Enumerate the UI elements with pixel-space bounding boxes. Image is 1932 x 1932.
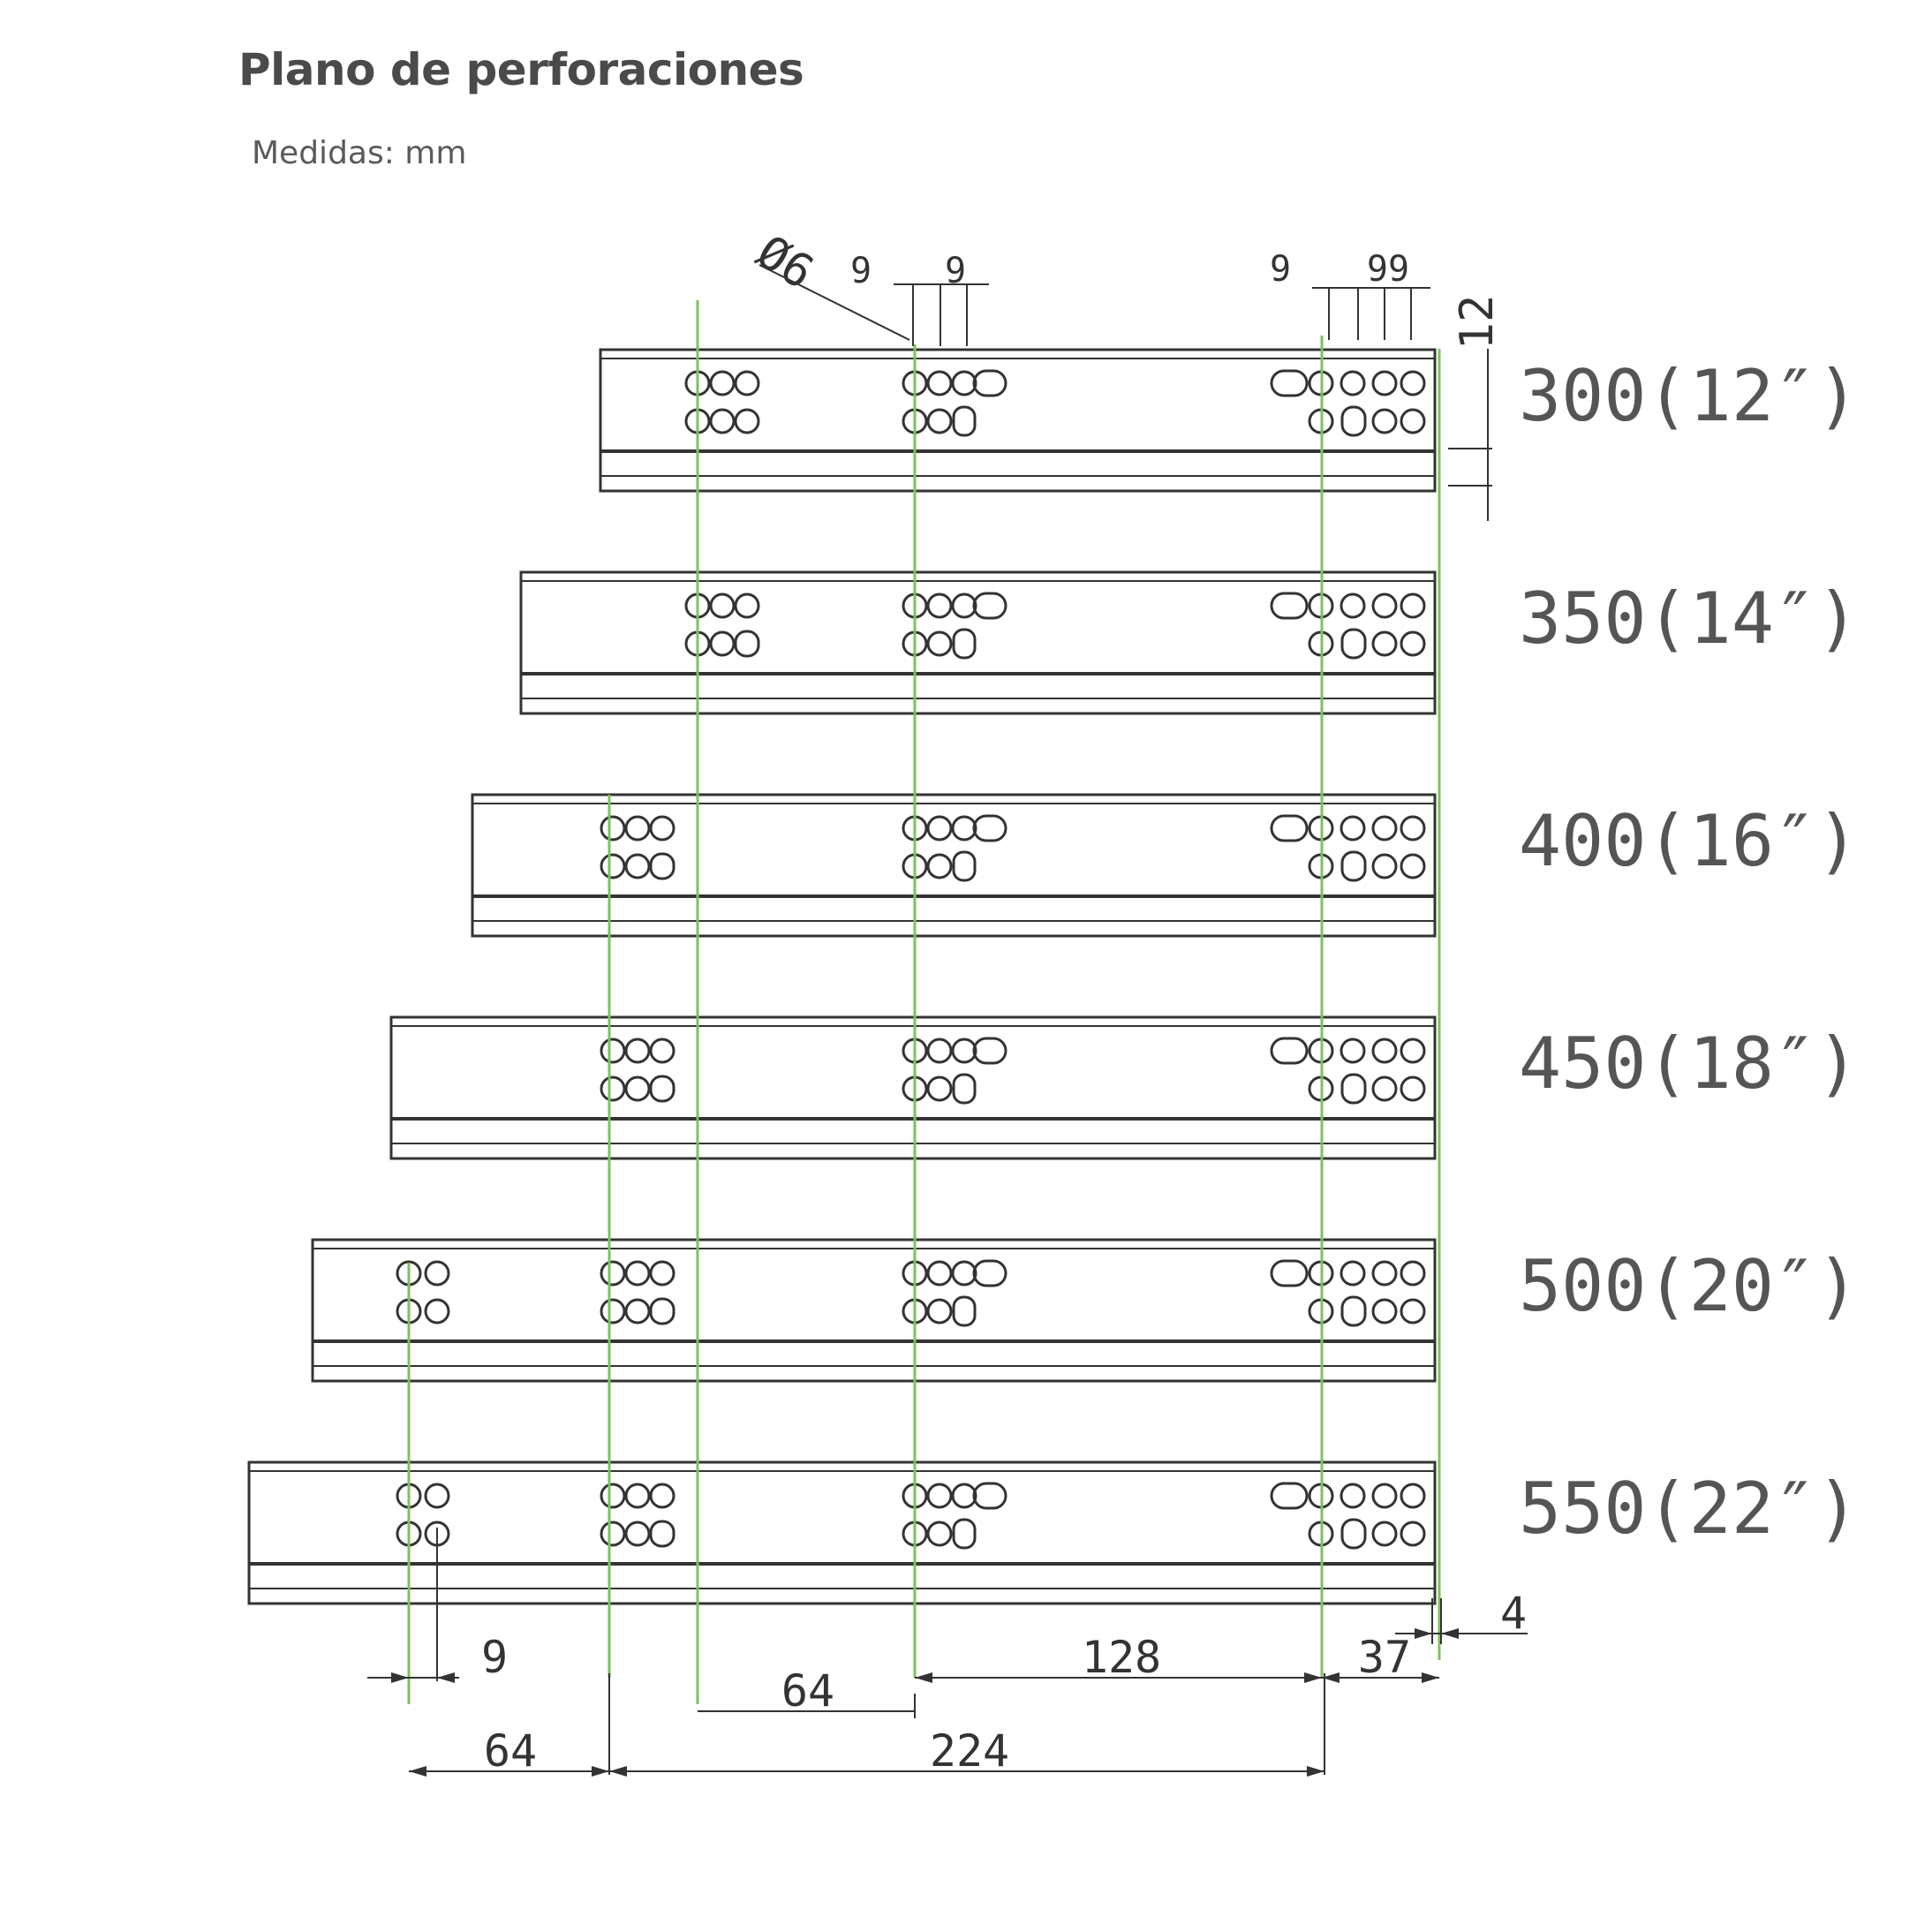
dimension-arrow	[437, 1672, 455, 1683]
rail-500	[313, 1240, 1859, 1381]
top-dim-9b: 9	[944, 251, 967, 291]
hole	[1401, 1262, 1424, 1285]
hole-slot	[954, 1520, 975, 1548]
hole-slot	[736, 631, 758, 656]
hole	[601, 1522, 624, 1545]
hole	[1373, 817, 1396, 840]
hole	[1401, 817, 1424, 840]
hole-slot	[1342, 407, 1365, 435]
dimension-arrow	[391, 1672, 409, 1683]
hole	[736, 410, 758, 433]
hole	[953, 817, 976, 840]
rail-550	[249, 1462, 1859, 1604]
hole	[651, 1262, 674, 1285]
hole	[426, 1300, 449, 1323]
hole	[601, 1077, 624, 1100]
hole	[626, 817, 649, 840]
size-label: 300(12″)	[1519, 355, 1860, 437]
hole	[1401, 855, 1424, 878]
hole	[601, 1484, 624, 1507]
hole-slot	[651, 1299, 674, 1324]
hole	[1373, 1077, 1396, 1100]
dim-224: 224	[929, 1725, 1010, 1777]
hole	[1401, 632, 1424, 655]
hole	[1373, 632, 1396, 655]
hole	[711, 594, 734, 617]
size-label: 450(18″)	[1519, 1023, 1860, 1105]
dim-37: 37	[1357, 1632, 1412, 1683]
hole	[711, 372, 734, 395]
hole	[953, 1484, 976, 1507]
hole	[1401, 594, 1424, 617]
hole	[736, 372, 758, 395]
hole	[1373, 1262, 1396, 1285]
hole	[711, 410, 734, 433]
hole-slot	[1342, 852, 1365, 880]
hole-slot	[1272, 1483, 1307, 1508]
hole	[1373, 410, 1396, 433]
hole-slot	[974, 1261, 1006, 1286]
hole	[928, 632, 951, 655]
dimensions-group	[367, 226, 1528, 1777]
guide-lines	[409, 300, 1439, 1704]
hole	[953, 1039, 976, 1062]
hole	[601, 1300, 624, 1323]
hole	[953, 372, 976, 395]
hole	[601, 817, 624, 840]
hole	[928, 372, 951, 395]
dimension-arrow	[1441, 1628, 1459, 1639]
hole-slot	[1342, 1520, 1365, 1548]
hole	[736, 594, 758, 617]
hole-slot	[974, 1483, 1006, 1508]
rail-450	[391, 1017, 1859, 1158]
dimension-arrow	[1415, 1628, 1432, 1639]
hole	[1401, 1300, 1424, 1323]
hole	[626, 1522, 649, 1545]
top-dim-99: 99	[1366, 249, 1410, 290]
hole	[1341, 817, 1364, 840]
size-label: 500(20″)	[1519, 1245, 1860, 1327]
hole	[1401, 1484, 1424, 1507]
hole-slot	[954, 1297, 975, 1325]
hole	[1373, 855, 1396, 878]
hole-slot	[974, 593, 1006, 618]
hole	[426, 1484, 449, 1507]
hole-slot	[1272, 1261, 1307, 1286]
dimension-arrow	[409, 1766, 426, 1777]
hole	[601, 1262, 624, 1285]
top-dim-9c: 9	[1269, 249, 1292, 290]
units-label: Medidas: mm	[252, 135, 467, 171]
hole	[626, 1300, 649, 1323]
hole	[953, 1262, 976, 1285]
hole	[651, 817, 674, 840]
hole	[1373, 594, 1396, 617]
hole-slot	[1272, 816, 1307, 841]
hole	[601, 1039, 624, 1062]
rail-outline	[313, 1240, 1435, 1381]
hole-slot	[1342, 1297, 1365, 1325]
hole	[626, 855, 649, 878]
hole	[928, 855, 951, 878]
dim-128: 128	[1081, 1632, 1162, 1683]
leader-line	[759, 265, 909, 340]
hole-slot	[974, 371, 1006, 396]
hole	[711, 632, 734, 655]
dimension-arrow	[1307, 1766, 1324, 1777]
hole	[626, 1039, 649, 1062]
hole	[928, 410, 951, 433]
hole	[928, 1300, 951, 1323]
hole-slot	[1272, 371, 1307, 396]
hole-slot	[954, 407, 975, 435]
hole-slot	[1342, 630, 1365, 658]
hole-slot	[974, 1038, 1006, 1063]
hole	[1373, 1522, 1396, 1545]
hole-slot	[1272, 593, 1307, 618]
rails-group	[249, 350, 1859, 1604]
hole	[651, 1484, 674, 1507]
hole	[1401, 410, 1424, 433]
hole	[928, 1262, 951, 1285]
page-title: Plano de perforaciones	[238, 44, 804, 95]
top-dim-9a: 9	[849, 251, 872, 291]
hole-slot	[651, 854, 674, 879]
hole	[1401, 1039, 1424, 1062]
hole	[1341, 1039, 1364, 1062]
hole	[1373, 372, 1396, 395]
size-label: 550(22″)	[1519, 1468, 1860, 1550]
hole	[928, 1077, 951, 1100]
hole	[1341, 1484, 1364, 1507]
hole	[928, 1039, 951, 1062]
hole	[1341, 372, 1364, 395]
hole	[1401, 1077, 1424, 1100]
dim-4: 4	[1499, 1588, 1528, 1639]
dimension-arrow	[1422, 1672, 1439, 1683]
hole-slot	[954, 630, 975, 658]
hole	[953, 594, 976, 617]
hole	[626, 1484, 649, 1507]
hole	[1401, 1522, 1424, 1545]
rail-400	[472, 795, 1859, 936]
hole	[1373, 1484, 1396, 1507]
height-dim-12: 12	[1451, 294, 1504, 351]
rail-350	[521, 572, 1859, 713]
hole-slot	[651, 1076, 674, 1101]
dimension-arrow	[592, 1766, 609, 1777]
dim-64-left: 64	[483, 1725, 538, 1777]
hole	[626, 1077, 649, 1100]
hole	[928, 594, 951, 617]
hole	[601, 855, 624, 878]
hole	[1341, 594, 1364, 617]
hole	[1373, 1300, 1396, 1323]
hole-slot	[1272, 1038, 1307, 1063]
hole	[626, 1262, 649, 1285]
hole-slot	[954, 852, 975, 880]
hole-slot	[974, 816, 1006, 841]
hole-slot	[651, 1521, 674, 1546]
hole-slot	[954, 1075, 975, 1103]
dimension-arrow	[1304, 1672, 1322, 1683]
hole	[1401, 372, 1424, 395]
hole	[928, 1484, 951, 1507]
hole	[1341, 1262, 1364, 1285]
dim-64-center: 64	[781, 1665, 835, 1717]
size-label: 350(14″)	[1519, 577, 1860, 660]
hole	[928, 1522, 951, 1545]
rail-300	[600, 350, 1859, 491]
hole-slot	[1342, 1075, 1365, 1103]
hole	[1373, 1039, 1396, 1062]
hole	[426, 1262, 449, 1285]
hole-diameter-label: Ø6	[747, 225, 823, 300]
dim-9: 9	[480, 1632, 509, 1683]
dimension-arrow	[609, 1766, 627, 1777]
hole	[928, 817, 951, 840]
dimension-arrow	[915, 1672, 932, 1683]
hole	[651, 1039, 674, 1062]
size-label: 400(16″)	[1519, 800, 1860, 882]
